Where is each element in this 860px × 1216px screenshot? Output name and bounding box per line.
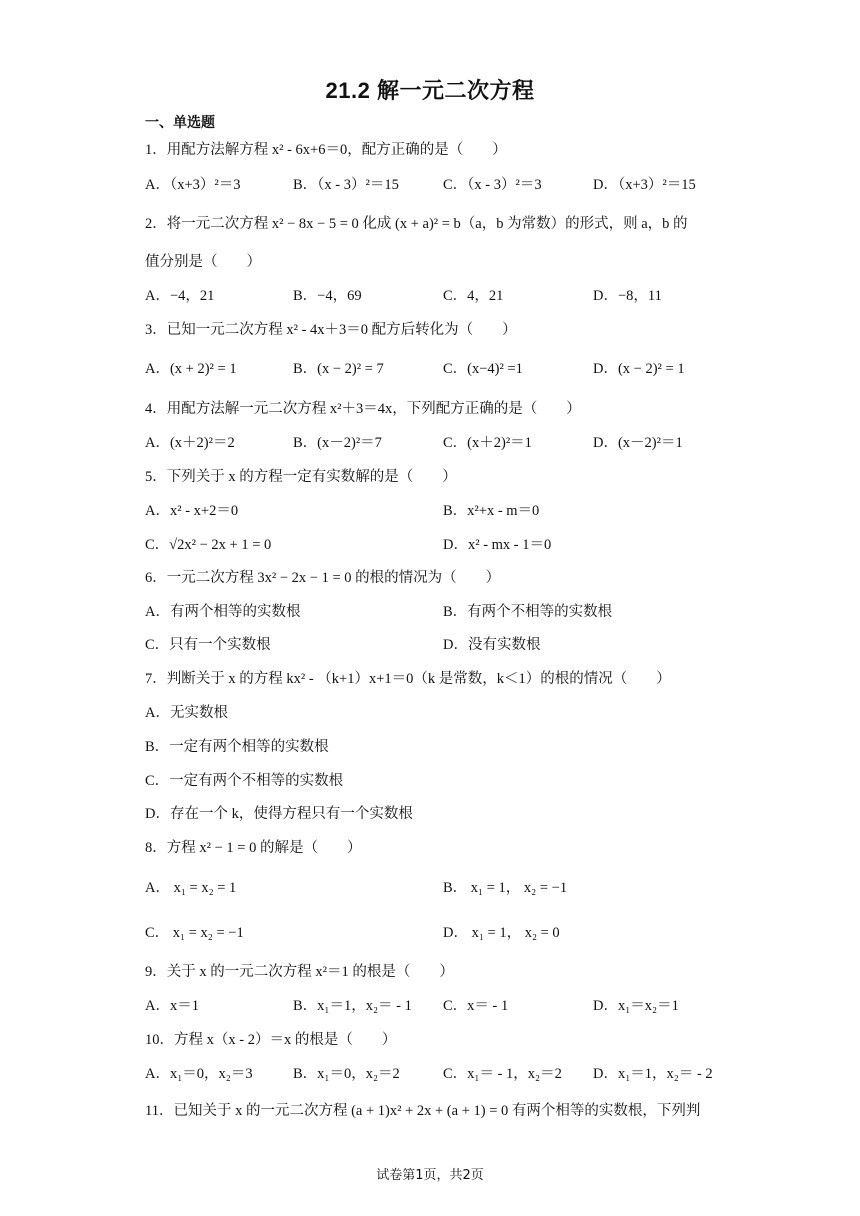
question-1-option-a: A．（x+3）²＝3	[145, 177, 241, 193]
question-8-option-b: B． x₁ = 1， x₂ = −1	[443, 880, 568, 896]
question-2-option-a: A．−4，21	[145, 288, 215, 304]
question-2-option-b: B．−4，69	[293, 288, 362, 304]
question-8-stem: 8．方程 x² − 1 = 0 的解是（ ）	[145, 840, 362, 856]
question-7-stem: 7．判断关于 x 的方程 kx² - （k+1）x+1＝0（k 是常数，k＜1）的根的情况（ ）	[145, 671, 671, 687]
question-1-option-c: C．（x - 3）²＝3	[443, 177, 542, 193]
question-6-option-b: B．有两个不相等的实数根	[443, 604, 613, 620]
question-6-option-a: A．有两个相等的实数根	[145, 604, 301, 620]
question-1-option-b: B．（x - 3）²＝15	[293, 177, 399, 193]
question-8-option-d: D． x₁ = 1， x₂ = 0	[443, 925, 560, 941]
page-title: 21.2 解一元二次方程	[325, 78, 535, 103]
section-heading: 一、单选题	[145, 115, 215, 131]
question-10-option-d: D．x₁＝1，x₂＝ - 2	[593, 1066, 713, 1082]
question-10-option-b: B．x₁＝0，x₂＝2	[293, 1066, 400, 1082]
question-9-option-b: B．x₁＝1，x₂＝ - 1	[293, 998, 412, 1014]
question-3-option-b: B．(x − 2)² = 7	[293, 361, 384, 377]
question-3-option-c: C．(x−4)² =1	[443, 361, 523, 377]
question-5-option-c: C．√2x² − 2x + 1 = 0	[145, 537, 272, 553]
question-9-option-a: A．x＝1	[145, 998, 199, 1014]
question-11-stem: 11．已知关于 x 的一元二次方程 (a + 1)x² + 2x + (a + 1) = 0 有两个相等的实数根，下列判	[145, 1103, 701, 1119]
question-7-option-d: D．存在一个 k，使得方程只有一个实数根	[145, 806, 413, 822]
question-2-option-c: C．4，21	[443, 288, 504, 304]
question-9-option-d: D．x₁＝x₂＝1	[593, 998, 679, 1014]
question-4-option-c: C．(x＋2)²＝1	[443, 435, 532, 451]
question-3-option-d: D．(x − 2)² = 1	[593, 361, 685, 377]
question-1-stem: 1．用配方法解方程 x² - 6x+6＝0，配方正确的是（ ）	[145, 142, 507, 158]
question-5-option-b: B．x²+x - m＝0	[443, 503, 540, 519]
question-2-stem-continued: 值分别是（ ）	[145, 254, 261, 270]
question-5-stem: 5．下列关于 x 的方程一定有实数解的是（ ）	[145, 469, 457, 485]
question-6-option-d: D．没有实数根	[443, 637, 541, 653]
question-5-option-a: A．x² - x+2＝0	[145, 503, 239, 519]
question-7-option-b: B．一定有两个相等的实数根	[145, 739, 329, 755]
question-3-option-a: A．(x + 2)² = 1	[145, 361, 237, 377]
question-10-option-a: A．x₁＝0，x₂＝3	[145, 1066, 253, 1082]
question-9-stem: 9．关于 x 的一元二次方程 x²＝1 的根是（ ）	[145, 964, 454, 980]
question-9-option-c: C．x＝ - 1	[443, 998, 509, 1014]
question-10-stem: 10．方程 x（x - 2）＝x 的根是（ ）	[145, 1032, 397, 1048]
question-4-option-b: B．(x－2)²＝7	[293, 435, 382, 451]
page-footer: 试卷第1页，共2页	[376, 1168, 484, 1183]
question-4-stem: 4．用配方法解一元二次方程 x²＋3＝4x，下列配方正确的是（ ）	[145, 401, 581, 417]
question-6-stem: 6．一元二次方程 3x² − 2x − 1 = 0 的根的情况为（ ）	[145, 570, 501, 586]
question-5-option-d: D．x² - mx - 1＝0	[443, 537, 552, 553]
question-2-stem: 2．将一元二次方程 x² − 8x − 5 = 0 化成 (x + a)² = b（a，b 为常数）的形式，则 a，b 的	[145, 216, 688, 232]
question-1-option-d: D．（x+3）²＝15	[593, 177, 696, 193]
question-6-option-c: C．只有一个实数根	[145, 637, 271, 653]
question-10-option-c: C．x₁＝ - 1，x₂＝2	[443, 1066, 562, 1082]
question-7-option-c: C．一定有两个不相等的实数根	[145, 773, 344, 789]
question-2-option-d: D．−8，11	[593, 288, 662, 304]
question-3-stem: 3．已知一元二次方程 x² - 4x＋3＝0 配方后转化为（ ）	[145, 322, 517, 338]
question-4-option-d: D．(x－2)²＝1	[593, 435, 683, 451]
question-8-option-a: A． x₁ = x₂ = 1	[145, 880, 237, 896]
question-7-option-a: A．无实数根	[145, 705, 228, 721]
question-8-option-c: C． x₁ = x₂ = −1	[145, 925, 244, 941]
question-4-option-a: A．(x＋2)²＝2	[145, 435, 235, 451]
